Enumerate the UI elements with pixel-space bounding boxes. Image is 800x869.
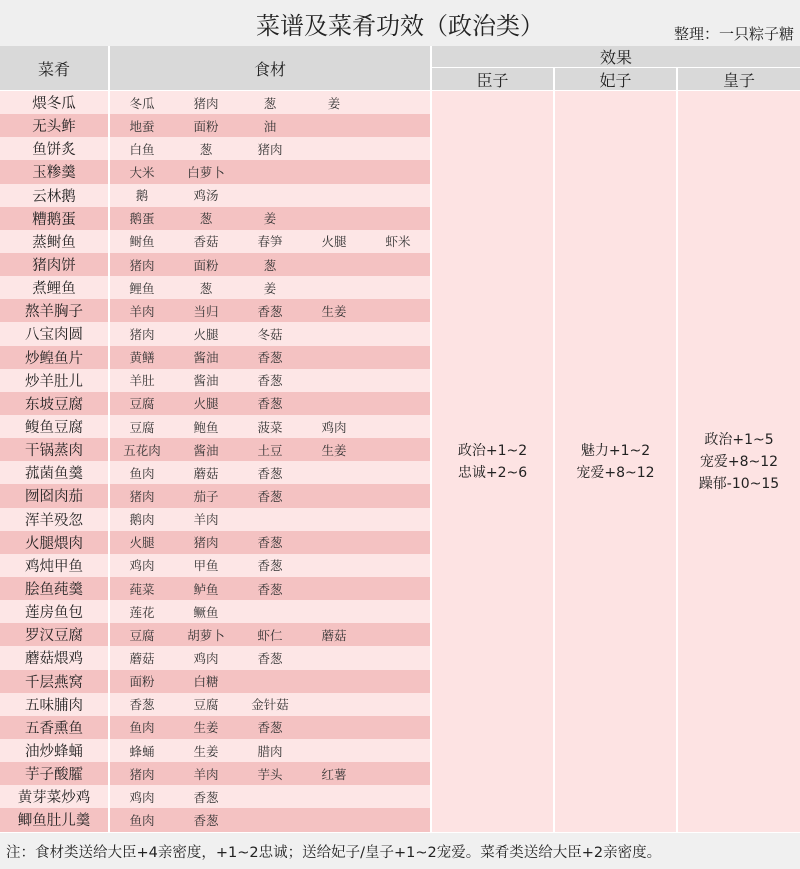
ingredient (366, 253, 430, 276)
ingredient: 当归 (193, 303, 219, 319)
ingredient: 胡萝卜 (187, 627, 225, 643)
dish-name: 罗汉豆腐 (0, 623, 108, 646)
header-empress: 皇子 (678, 68, 800, 90)
ingredient: 生姜 (321, 442, 347, 458)
dish-name: 炒羊肚儿 (0, 369, 108, 392)
ingredient (366, 508, 430, 531)
table-row (0, 531, 430, 554)
ingredient-list (110, 716, 430, 739)
ingredient: 香葱 (257, 650, 283, 666)
ingredient: 虾仁 (257, 627, 283, 643)
dish-name: 囫囵肉茄 (0, 484, 108, 507)
table-row (0, 554, 430, 577)
ingredient-list (110, 438, 430, 461)
dish-name: 火腿煨肉 (0, 531, 108, 554)
table-row (0, 299, 430, 322)
dish-name: 五香熏鱼 (0, 716, 108, 739)
ingredient-list (110, 299, 430, 322)
ingredient: 莲花 (129, 604, 155, 620)
ingredient: 蜂蛹 (129, 743, 155, 759)
dish-name: 脍鱼莼羹 (0, 577, 108, 600)
ingredient-list (110, 693, 430, 716)
ingredient: 猪肉 (193, 535, 219, 551)
dish-name: 玉糁羹 (0, 160, 108, 183)
ingredient: 香葱 (257, 535, 283, 551)
ingredient: 羊肉 (129, 303, 155, 319)
ingredient-list (110, 808, 430, 831)
dish-name: 无头鲊 (0, 114, 108, 137)
ingredient: 鱼肉 (129, 465, 155, 481)
ingredient-list (110, 415, 430, 438)
table-row (0, 785, 430, 808)
dish-name: 千层燕窝 (0, 670, 108, 693)
ingredient (302, 670, 366, 693)
ingredient: 火腿 (129, 535, 155, 551)
dish-name: 八宝肉圆 (0, 322, 108, 345)
ingredient: 面粉 (193, 118, 219, 134)
dish-name: 糟鹅蛋 (0, 207, 108, 230)
dish-name: 干锅蒸肉 (0, 438, 108, 461)
table-row (0, 600, 430, 623)
ingredient (366, 114, 430, 137)
ingredient (302, 392, 366, 415)
ingredient-list (110, 623, 430, 646)
ingredient: 大米 (129, 164, 155, 180)
ingredient: 油 (263, 118, 277, 134)
table-row (0, 114, 430, 137)
ingredient: 白萝卜 (187, 164, 225, 180)
table-row (0, 415, 430, 438)
ingredient-list (110, 114, 430, 137)
ingredient (302, 508, 366, 531)
ingredient (238, 184, 302, 207)
dish-name: 蒸鲥鱼 (0, 230, 108, 253)
table-row (0, 484, 430, 507)
dish-name: 五味脯肉 (0, 693, 108, 716)
dish-name: 云林鹅 (0, 184, 108, 207)
effect-empress (678, 91, 800, 832)
ingredient: 五花肉 (123, 442, 161, 458)
ingredient-list (110, 670, 430, 693)
ingredient: 葱 (199, 141, 213, 157)
ingredient: 春笋 (257, 234, 283, 250)
table-row (0, 716, 430, 739)
ingredient: 豆腐 (129, 419, 155, 435)
ingredient: 豆腐 (129, 627, 155, 643)
ingredient: 鸡肉 (129, 789, 155, 805)
ingredient-list (110, 207, 430, 230)
table-row (0, 137, 430, 160)
ingredient (366, 716, 430, 739)
footnote: 注：食材类送给大臣+4亲密度，+1~2忠诚；送给妃子/皇子+1~2宠爱。菜肴类送给大臣+2亲密度。 (0, 833, 800, 869)
ingredient (302, 531, 366, 554)
ingredient: 生姜 (193, 720, 219, 736)
ingredient (366, 91, 430, 114)
table-row (0, 253, 430, 276)
ingredient: 葱 (263, 95, 277, 111)
ingredient: 香葱 (193, 812, 219, 828)
ingredient: 酱油 (193, 442, 219, 458)
ingredient: 鲈鱼 (193, 581, 219, 597)
ingredient: 姜 (263, 280, 277, 296)
ingredient: 酱油 (193, 350, 219, 366)
dish-name: 油炒蜂蛹 (0, 739, 108, 762)
table-row (0, 577, 430, 600)
ingredient-list (110, 230, 430, 253)
ingredient: 蘑菇 (193, 465, 219, 481)
table-row (0, 623, 430, 646)
ingredient (302, 114, 366, 137)
ingredient (302, 600, 366, 623)
table-row (0, 230, 430, 253)
ingredient: 香葱 (193, 789, 219, 805)
ingredient (366, 531, 430, 554)
ingredient-list (110, 346, 430, 369)
dish-name: 东坡豆腐 (0, 392, 108, 415)
ingredient-list (110, 484, 430, 507)
ingredient (366, 322, 430, 345)
ingredient (302, 554, 366, 577)
ingredient (302, 137, 366, 160)
table-row (0, 276, 430, 299)
dish-name: 煨冬瓜 (0, 91, 108, 114)
ingredient: 冬菇 (257, 326, 283, 342)
ingredient (366, 577, 430, 600)
ingredient-list (110, 739, 430, 762)
ingredient: 香葱 (257, 373, 283, 389)
ingredient: 面粉 (129, 674, 155, 690)
ingredient: 鸡肉 (193, 650, 219, 666)
ingredient: 白糖 (193, 674, 219, 690)
ingredient: 姜 (263, 211, 277, 227)
ingredient (366, 369, 430, 392)
dish-name: 浑羊殁忽 (0, 508, 108, 531)
ingredient (366, 762, 430, 785)
ingredient-list (110, 137, 430, 160)
dish-name: 鲫鱼肚儿羹 (0, 808, 108, 831)
ingredient: 鹅肉 (129, 512, 155, 528)
ingredient: 芋头 (257, 766, 283, 782)
ingredient: 菠菜 (257, 419, 283, 435)
header-dish: 菜肴 (0, 46, 108, 90)
effect-minister (432, 91, 553, 832)
dish-name: 鸡炖甲鱼 (0, 554, 108, 577)
ingredient-list (110, 646, 430, 669)
ingredient-list (110, 785, 430, 808)
ingredient (366, 484, 430, 507)
dish-name: 鱼饼炙 (0, 137, 108, 160)
ingredient-list (110, 554, 430, 577)
ingredient: 豆腐 (129, 396, 155, 412)
table-row (0, 438, 430, 461)
ingredient (366, 646, 430, 669)
ingredient: 羊肚 (129, 373, 155, 389)
ingredient-list (110, 461, 430, 484)
table-row (0, 508, 430, 531)
ingredient (366, 461, 430, 484)
ingredient-list (110, 577, 430, 600)
ingredient: 鸡肉 (321, 419, 347, 435)
ingredient (366, 207, 430, 230)
ingredient: 香葱 (257, 350, 283, 366)
ingredient (366, 785, 430, 808)
ingredient: 鸡肉 (129, 558, 155, 574)
ingredient (302, 716, 366, 739)
effect-consort (555, 91, 676, 832)
ingredient (238, 785, 302, 808)
effect-consort-line: 宠爱+8~12 (576, 464, 655, 481)
effect-empress-line: 宠爱+8~12 (699, 453, 779, 470)
ingredient: 生姜 (321, 303, 347, 319)
dish-name: 熬羊胸子 (0, 299, 108, 322)
effect-minister-line: 忠诚+2~6 (457, 464, 528, 481)
ingredient (366, 160, 430, 183)
header-consort: 妃子 (555, 68, 676, 90)
title-bar (0, 0, 800, 46)
ingredient (238, 808, 302, 831)
table-row (0, 739, 430, 762)
ingredient (366, 346, 430, 369)
ingredient: 葱 (263, 257, 277, 273)
ingredient (366, 137, 430, 160)
ingredient (302, 369, 366, 392)
table-row (0, 184, 430, 207)
ingredient: 鳜鱼 (193, 604, 219, 620)
ingredient: 红薯 (321, 766, 347, 782)
ingredient: 豆腐 (193, 697, 219, 713)
ingredient: 猪肉 (193, 95, 219, 111)
ingredient: 冬瓜 (129, 95, 155, 111)
ingredient: 火腿 (193, 326, 219, 342)
ingredient: 白鱼 (129, 141, 155, 157)
table-row (0, 693, 430, 716)
ingredient: 鱼肉 (129, 812, 155, 828)
ingredient (366, 276, 430, 299)
ingredient: 香葱 (257, 720, 283, 736)
ingredient (302, 346, 366, 369)
ingredient: 酱油 (193, 373, 219, 389)
ingredient (366, 739, 430, 762)
ingredient: 鸡汤 (193, 188, 219, 204)
effect-consort-line: 魅力+1~2 (580, 442, 651, 459)
ingredient (238, 600, 302, 623)
effect-empress-line: 躁郁-10~15 (698, 475, 780, 492)
ingredient: 莼菜 (129, 581, 155, 597)
dish-name: 菰菌鱼羹 (0, 461, 108, 484)
ingredient: 甲鱼 (193, 558, 219, 574)
ingredient: 香葱 (257, 558, 283, 574)
ingredient (238, 160, 302, 183)
ingredient (302, 276, 366, 299)
ingredient: 火腿 (193, 396, 219, 412)
ingredient (366, 808, 430, 831)
dish-name: 莲房鱼包 (0, 600, 108, 623)
dish-name: 鳆鱼豆腐 (0, 415, 108, 438)
ingredient: 香葱 (257, 396, 283, 412)
ingredient-list (110, 762, 430, 785)
ingredient (302, 253, 366, 276)
ingredient: 腊肉 (257, 743, 283, 759)
ingredient: 面粉 (193, 257, 219, 273)
header-ingredients: 食材 (110, 46, 430, 90)
ingredient: 猪肉 (129, 766, 155, 782)
table-row (0, 646, 430, 669)
ingredient: 黄鳝 (129, 350, 155, 366)
dish-name: 芋子酸臛 (0, 762, 108, 785)
ingredient-list (110, 276, 430, 299)
ingredient: 火腿 (321, 234, 347, 250)
ingredient: 鹅蛋 (129, 211, 155, 227)
ingredient: 地蚕 (129, 118, 155, 134)
ingredient (366, 184, 430, 207)
ingredient (366, 438, 430, 461)
ingredient: 猪肉 (129, 488, 155, 504)
effect-minister-line: 政治+1~2 (457, 442, 528, 459)
ingredient: 鲍鱼 (193, 419, 219, 435)
ingredient (302, 739, 366, 762)
ingredient (302, 693, 366, 716)
table-row (0, 762, 430, 785)
ingredient-list (110, 369, 430, 392)
ingredient: 香葱 (257, 581, 283, 597)
ingredient: 姜 (327, 95, 341, 111)
ingredient: 蘑菇 (129, 650, 155, 666)
ingredient (366, 554, 430, 577)
ingredient-list (110, 392, 430, 415)
table-row (0, 160, 430, 183)
ingredient-list (110, 160, 430, 183)
ingredient (366, 623, 430, 646)
ingredient (302, 785, 366, 808)
ingredient: 蘑菇 (321, 627, 347, 643)
table-row (0, 369, 430, 392)
page-title: 菜谱及菜肴功效（政治类） (256, 12, 544, 40)
table-row (0, 322, 430, 345)
ingredient-list (110, 531, 430, 554)
ingredient (302, 461, 366, 484)
ingredient: 羊肉 (193, 512, 219, 528)
ingredient (366, 415, 430, 438)
ingredient: 茄子 (193, 488, 219, 504)
ingredient: 葱 (199, 211, 213, 227)
ingredient-list (110, 184, 430, 207)
credit-text: 整理：一只粽子糖 (673, 25, 794, 43)
dish-name: 炒鳇鱼片 (0, 346, 108, 369)
ingredient: 香菇 (193, 234, 219, 250)
table-row (0, 392, 430, 415)
ingredient (238, 508, 302, 531)
ingredient: 鲥鱼 (129, 234, 155, 250)
table-row (0, 207, 430, 230)
ingredient (366, 693, 430, 716)
ingredient-list (110, 253, 430, 276)
ingredient (302, 646, 366, 669)
ingredient: 葱 (199, 280, 213, 296)
ingredient (238, 670, 302, 693)
table-row (0, 346, 430, 369)
dish-name: 煮鲤鱼 (0, 276, 108, 299)
ingredient (366, 392, 430, 415)
ingredient: 金针菇 (251, 697, 289, 713)
header-effect: 效果 (432, 46, 800, 67)
ingredient: 鱼肉 (129, 720, 155, 736)
dish-name: 猪肉饼 (0, 253, 108, 276)
ingredient (302, 322, 366, 345)
ingredient: 猪肉 (129, 326, 155, 342)
table-row (0, 461, 430, 484)
ingredient: 生姜 (193, 743, 219, 759)
ingredient (302, 484, 366, 507)
ingredient (302, 577, 366, 600)
table-row (0, 808, 430, 831)
ingredient (302, 207, 366, 230)
ingredient: 猪肉 (257, 141, 283, 157)
dish-name: 蘑菇煨鸡 (0, 646, 108, 669)
effect-empress-line: 政治+1~5 (704, 431, 774, 448)
ingredient: 香葱 (257, 465, 283, 481)
ingredient (302, 160, 366, 183)
ingredient: 猪肉 (129, 257, 155, 273)
ingredient (366, 600, 430, 623)
ingredient (366, 670, 430, 693)
ingredient (302, 184, 366, 207)
header-minister: 臣子 (432, 68, 553, 90)
table-row (0, 91, 430, 114)
dish-table (0, 91, 430, 832)
ingredient: 香葱 (129, 697, 155, 713)
ingredient: 羊肉 (193, 766, 219, 782)
ingredient: 香葱 (257, 303, 283, 319)
ingredient: 鹅 (135, 188, 149, 204)
ingredient-list (110, 91, 430, 114)
table-row (0, 670, 430, 693)
ingredient: 土豆 (257, 442, 283, 458)
ingredient (366, 299, 430, 322)
ingredient: 香葱 (257, 488, 283, 504)
ingredient-list (110, 322, 430, 345)
ingredient: 虾米 (385, 234, 411, 250)
ingredient: 鲤鱼 (129, 280, 155, 296)
dish-name: 黄芽菜炒鸡 (0, 785, 108, 808)
ingredient (302, 808, 366, 831)
ingredient-list (110, 600, 430, 623)
ingredient-list (110, 508, 430, 531)
